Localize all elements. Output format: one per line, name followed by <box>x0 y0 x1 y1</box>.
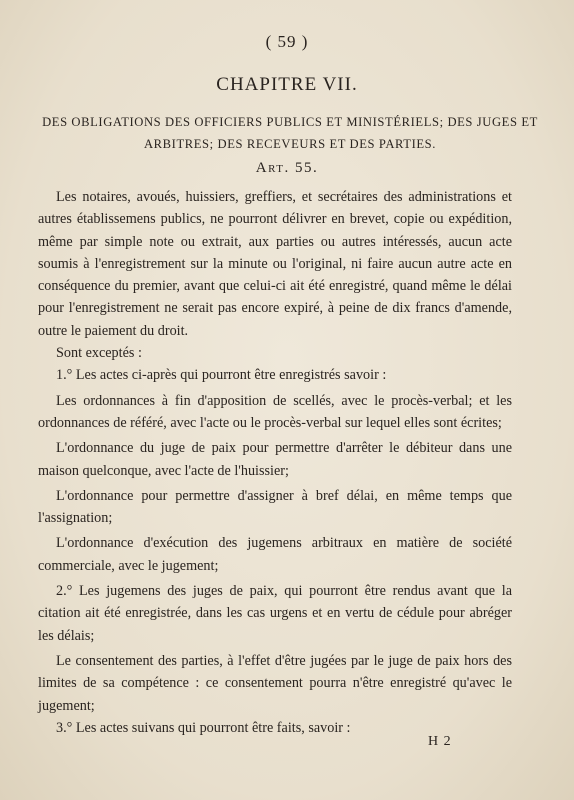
paragraph: L'ordonnance du juge de paix pour permettre d'arrêter le débiteur dans une maison quelconque, avec l'acte de l'huissier; <box>38 440 512 479</box>
paragraph: 1.° Les actes ci-après qui pourront être enregistrés savoir : <box>56 367 387 384</box>
paragraph: L'ordonnance pour permettre d'assigner à bref délai, en même temps que l'assignation; <box>38 487 512 527</box>
body-text <box>38 186 512 739</box>
paragraph: Les ordonnances à fin d'apposition de scellés, avec le procès-verbal; et les ordonnances de référé, avec l'acte ou le procès-verbal sur lequel elles sont écrites; <box>38 392 512 431</box>
paragraph: Le consentement des parties, à l'effet d'être jugées par le juge de paix hors des limites de sa compétence : ce consentement pourra n'être enregistré qu'avec le jugement; <box>38 652 512 714</box>
article-heading <box>0 160 574 177</box>
paragraph: Sont exceptés : <box>56 345 142 362</box>
article-label: Art. 55. <box>255 160 319 176</box>
paragraph: 3.° Les actes suivans qui pourront être faits, savoir : <box>56 719 351 736</box>
page-number: ( 59 ) <box>265 32 309 51</box>
paragraph: 2.° Les jugemens des juges de paix, qui pourront être rendus avant que la citation ait été enregistrée, dans les cas urgens et en vertu de cédule pour abréger les délais; <box>38 583 512 644</box>
signature-mark: H 2 <box>428 734 452 749</box>
section-title: DES OBLIGATIONS DES OFFICIERS PUBLICS ET MINISTÉRIELS; DES JUGES ET ARBITRES; DES RECEVEURS ET DES PARTIES. <box>42 115 538 151</box>
paragraph: Les notaires, avoués, huissiers, greffiers, et secrétaires des administrations et autres établissemens publics, ne pourront délivrer en brevet, copie ou expédition, même par simple note ou extrait, aux parties ou autres intéressés, aucun acte soumis à l'enregistrement sur la minute ou l'original, ni faire aucun autre acte en conséquence du premier, avant que celui-ci ait été enregistré, quand même le délai pour l'enregistrement ne serait pas encore expiré, à peine de dix francs d'amende, outre le paiement du droit. <box>38 189 512 339</box>
chapter-title: CHAPITRE VII. <box>216 74 358 95</box>
paragraph: L'ordonnance d'exécution des jugemens arbitraux en matière de société commerciale, avec le jugement; <box>38 535 512 574</box>
